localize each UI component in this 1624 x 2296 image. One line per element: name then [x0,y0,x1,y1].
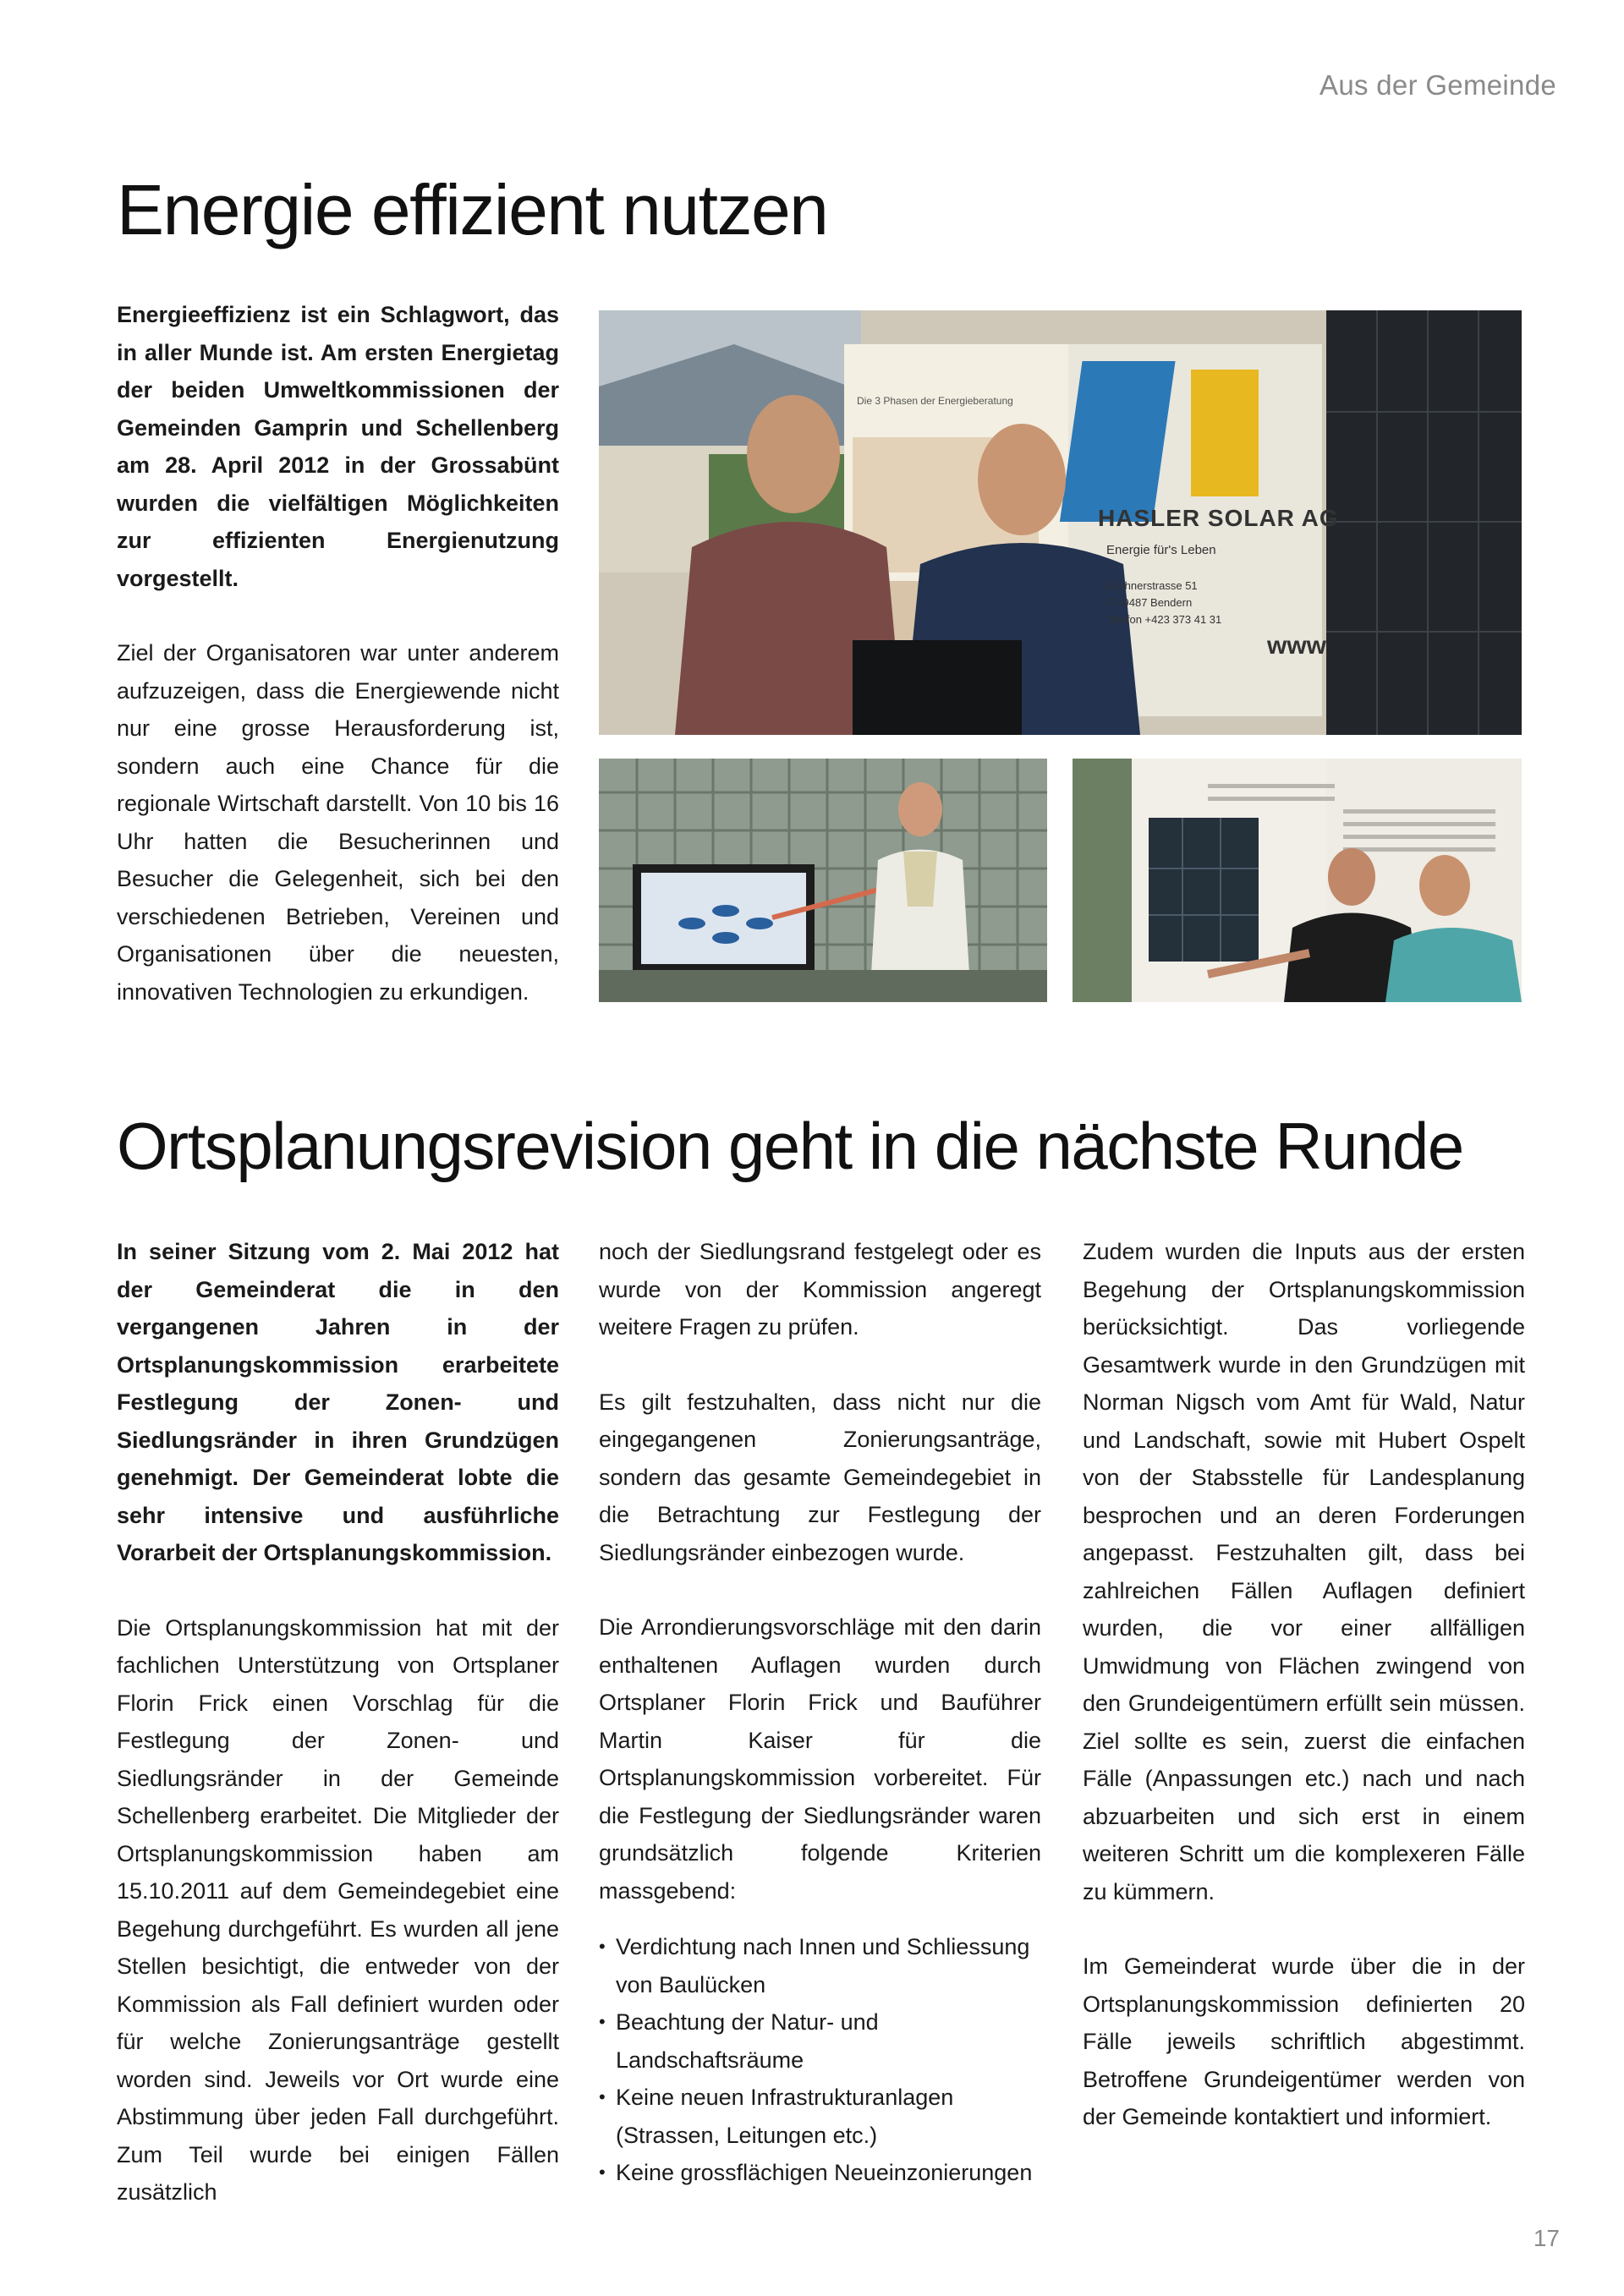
article-title-energie: Energie effizient nutzen [117,170,828,249]
lead-paragraph: Energieeffizienz ist ein Schlagwort, das in aller Munde ist. Am ersten Energietag der beiden Umweltkommissionen der Gemeinden Gamprin und Schellenberg am 28. April 2012 in der Grossabünt wurden die vielfältigen Möglichkeiten zur effizienten Energienutzung vorgestellt. [117,302,559,591]
body-paragraph-continued: noch der Siedlungsrand festgelegt oder es wurde von der Kommission angeregt weitere Fragen zu prüfen. [599,1239,1041,1340]
list-item: • Keine grossflächigen Neueinzonierungen [599,2154,1041,2192]
body-paragraph: Ziel der Organisatoren war unter anderem aufzuzeigen, dass die Energiewende nicht nur eine grosse Herausforderung ist, sondern auch eine Chance für die regionale Wirtschaft darstellt. Von 10 bis 16 Uhr hatten die Besucherinnen und Besucher die Gelegenheit, sich bei den verschiedenen Betrieben, Vereinen und Organisationen über die neuesten, innovativen Technologien zu erkundigen. [117,640,559,1005]
photo-exhibition-panel [1073,759,1522,1002]
poster-title: Die 3 Phasen der Energieberatung [857,395,1013,407]
article-title-ortsplanung: Ortsplanungsrevision geht in die nächste Runde [117,1109,1463,1183]
lead-paragraph: In seiner Sitzung vom 2. Mai 2012 hat der Gemeinderat die in den vergangenen Jahren in der Ortsplanungskommission erarbeitete Festlegung der Zonen- und Siedlungsränder in ihren Grundzügen genehmigt. Der Gemeinderat lobte die sehr intensive und ausführliche Vorarbeit der Ortsplanungskommission. [117,1239,559,1565]
photo-presentation [599,759,1047,1002]
sign-company: HASLER SOLAR AG [1098,505,1339,531]
sign-street: Eschnerstrasse 51 [1106,579,1198,592]
body-paragraph: Die Ortsplanungskommission hat mit der fachlichen Unterstützung von Ortsplaner Florin Frick einen Vorschlag für die Festlegung der Zonen- und Siedlungsränder in der Gemeinde Schellenberg erarbeitet. Die Mitglieder der Ortsplanungskommission haben am 15.10.2011 auf dem Gemeindegebiet eine Begehung durchgeführt. Es wurden all jene Stellen besichtigt, die entweder von der Kommission als Fall definiert wurden oder für welche Zonierungsanträge gestellt worden sind. Jeweils vor Ort wurde eine Abstimmung über jeden Fall durchgeführt. Zum Teil wurde bei einigen Fällen zusätzlich [117,1614,559,2205]
photo-solar-booth [599,310,1522,735]
body-paragraph: Es gilt festzuhalten, dass nicht nur die eingegangenen Zonierungsanträge, sondern das gesamte Gemeindegebiet in die Betrachtung zur Festlegung der Siedlungsränder einbezogen wurde. [599,1389,1041,1565]
article-ortsplanung-col1 [117,1233,559,2211]
article-ortsplanung-col2 [599,1233,1041,2192]
body-paragraph: Im Gemeinderat wurde über die in der Ortsplanungskommission definierten 20 Fälle jeweils schriftlich abgestimmt. Betroffene Grundeigentümer werden von der Gemeinde kontaktiert und informiert. [1083,1954,1525,2129]
criteria-list [599,1928,1041,2192]
list-item: • Verdichtung nach Innen und Schliessung von Baulücken [599,1928,1041,2003]
sign-web: www [1267,632,1327,660]
sign-city: FL-9487 Bendern [1106,596,1193,609]
page-number: 17 [1533,2225,1560,2251]
article-ortsplanung-col3 [1083,1233,1525,2136]
body-paragraph: Die Arrondierungsvorschläge mit den darin enthaltenen Auflagen wurden durch Ortsplaner Florin Frick und Bauführer Martin Kaiser für die Ortsplanungskommission vorbereitet. Für die Festlegung der Siedlungsränder waren grundsätzlich folgende Kriterien massgebend: [599,1614,1041,1904]
sign-phone: Telefon +423 373 41 31 [1106,613,1222,626]
list-item: • Keine neuen Infrastrukturanlagen (Strassen, Leitungen etc.) [599,2079,1041,2154]
list-item: • Beachtung der Natur- und Landschaftsräume [599,2003,1041,2079]
article-energie-text [117,296,559,1011]
body-paragraph: Zudem wurden die Inputs aus der ersten Begehung der Ortsplanungskommission berücksichtigt. Das vorliegende Gesamtwerk wurde in den Grundzügen mit Norman Nigsch vom Amt für Wald, Natur und Landschaft, sowie mit Hubert Ospelt von der Stabsstelle für Landesplanung besprochen und an deren Forderungen angepasst. Festzuhalten gilt, dass bei zahlreichen Fällen Auflagen definiert wurden, die vor einer allfälligen Umwidmung von Flächen zwingend von den Grundeigentümern erfüllt sein müssen. Ziel sollte es sein, zuerst die einfachen Fälle (Anpassungen etc.) nach und nach abzuarbeiten und sich erst in einem weiteren Schritt um die komplexeren Fälle zu kümmern. [1083,1239,1525,1904]
sign-slogan: Energie für's Leben [1106,543,1216,557]
section-header: Aus der Gemeinde [1320,69,1556,101]
